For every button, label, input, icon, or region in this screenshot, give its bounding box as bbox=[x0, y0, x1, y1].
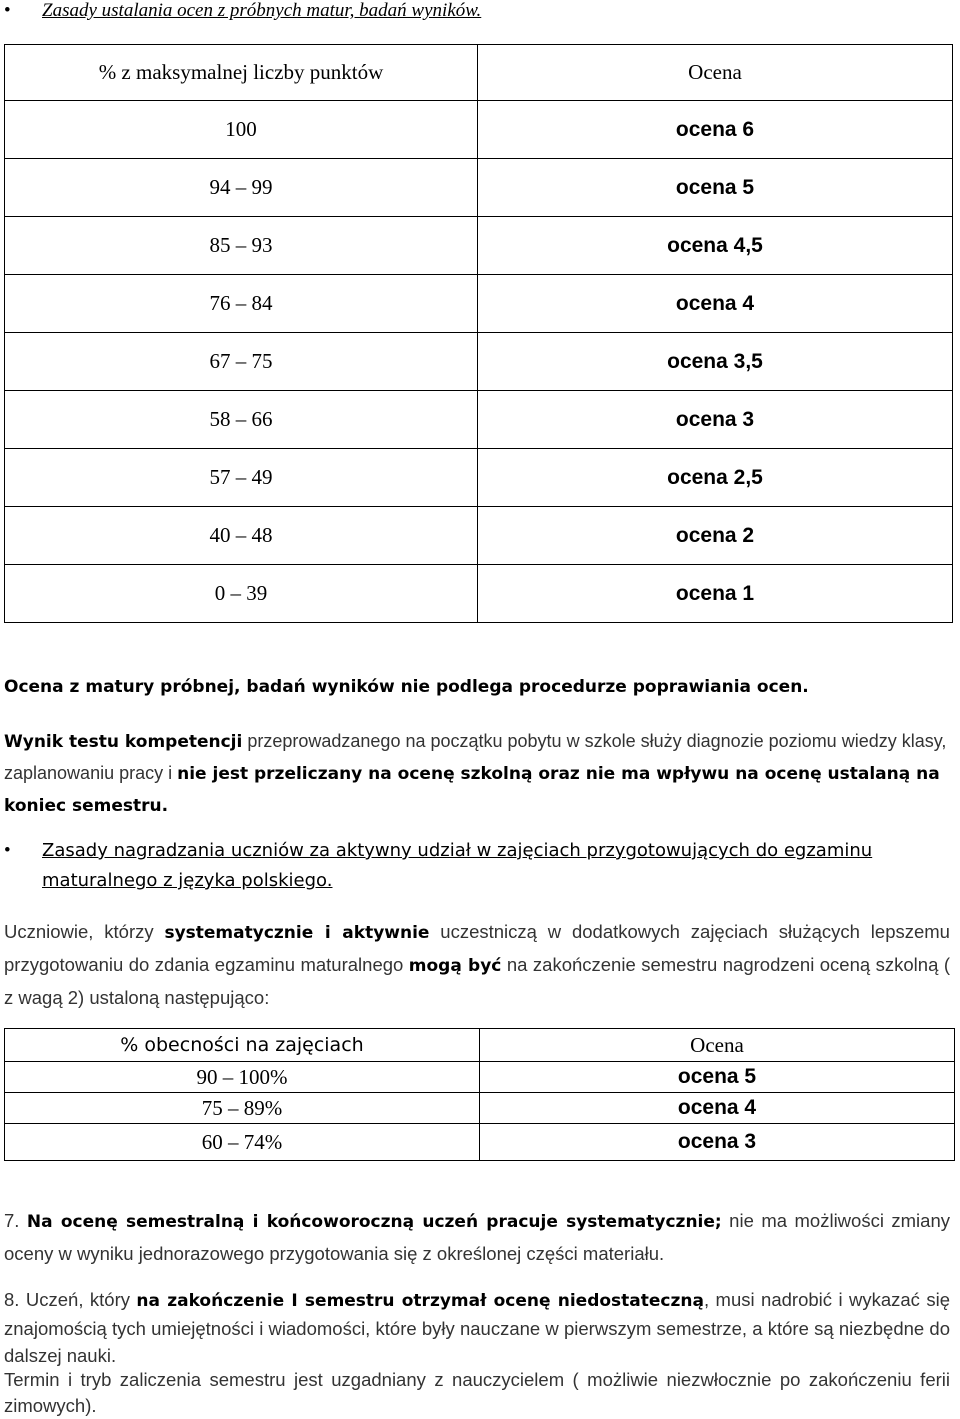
table-row bbox=[5, 1093, 955, 1124]
bullet-icon: • bbox=[4, 840, 11, 861]
point-text: nie ma możliwości zmiany oceny w wyniku jednorazowego przygotowania się z określonej części materiału. bbox=[4, 1210, 950, 1264]
point-number: 7. bbox=[4, 1210, 27, 1231]
table-row bbox=[5, 507, 953, 565]
table-row bbox=[5, 1124, 955, 1161]
paragraph-test-result bbox=[4, 726, 950, 822]
table-header-row bbox=[5, 45, 953, 101]
paragraph-bold-1: Wynik testu kompetencji bbox=[4, 732, 243, 752]
paragraph-bold-2: mogą być bbox=[408, 956, 502, 976]
grade-cell: ocena 3 bbox=[478, 391, 953, 449]
grade-cell: ocena 5 bbox=[480, 1062, 955, 1093]
heading-line-2: maturalnego z języka polskiego. bbox=[42, 870, 333, 891]
percent-range-cell: 0 – 39 bbox=[5, 565, 478, 623]
attendance-table bbox=[4, 1028, 955, 1161]
point-text-2: , musi nadrobić i wykazać się znajomością tych umiejętności i wiadomości, które były nauczane w pierwszym semestrze, a które są niezbędne do dalszej nauki. bbox=[4, 1289, 951, 1366]
percent-range-cell: 100 bbox=[5, 101, 478, 159]
attendance-range-cell: 90 – 100% bbox=[5, 1062, 480, 1093]
grade-cell: ocena 4 bbox=[478, 275, 953, 333]
point-bold: Na ocenę semestralną i końcoworoczną uczeń pracuje systematycznie; bbox=[26, 1212, 722, 1232]
grade-cell: ocena 1 bbox=[478, 565, 953, 623]
grade-cell: ocena 4 bbox=[480, 1093, 955, 1124]
paragraph-text-3: na zakończenie semestru nagrodzeni oceną szkolną ( z wagą 2) ustaloną następująco: bbox=[4, 954, 950, 1008]
heading-line-1: Zasady nagradzania uczniów za aktywny udział w zajęciach przygotowujących do egzaminu bbox=[42, 840, 873, 861]
header-percent: % z maksymalnej liczby punktów bbox=[5, 45, 478, 101]
paragraph-text-2: uczestniczą w dodatkowych zajęciach służących lepszemu przygotowaniu do zdania egzaminu maturalnego bbox=[4, 921, 950, 975]
bullet-icon: • bbox=[4, 0, 11, 21]
paragraph-text-1: przeprowadzanego na początku pobytu w szkole służy diagnozie poziomu wiedzy klasy, zaplanowaniu pracy i bbox=[4, 731, 947, 783]
point-7 bbox=[4, 1205, 950, 1269]
grade-cell: ocena 2,5 bbox=[478, 449, 953, 507]
paragraph-bold-1: systematycznie i aktywnie bbox=[164, 923, 430, 943]
percent-range-cell: 40 – 48 bbox=[5, 507, 478, 565]
percent-range-cell: 94 – 99 bbox=[5, 159, 478, 217]
grade-cell: ocena 2 bbox=[478, 507, 953, 565]
table-row bbox=[5, 275, 953, 333]
percent-range-cell: 57 – 49 bbox=[5, 449, 478, 507]
grade-cell: ocena 5 bbox=[478, 159, 953, 217]
table-row bbox=[5, 159, 953, 217]
table-header-row bbox=[5, 1029, 955, 1062]
grade-cell: ocena 3,5 bbox=[478, 333, 953, 391]
table-row bbox=[5, 565, 953, 623]
table-row bbox=[5, 333, 953, 391]
grades-table bbox=[4, 44, 953, 623]
point-number: 8. bbox=[4, 1289, 26, 1310]
percent-range-cell: 76 – 84 bbox=[5, 275, 478, 333]
termin-paragraph: Termin i tryb zaliczenia semestru jest uzgadniany z nauczycielem ( możliwie niezwłocznie po zakończeniu ferii zimowych). bbox=[4, 1369, 950, 1416]
table-row bbox=[5, 391, 953, 449]
percent-range-cell: 85 – 93 bbox=[5, 217, 478, 275]
note-no-correction: Ocena z matury próbnej, badań wyników nie podlega procedurze poprawiania ocen. bbox=[4, 677, 809, 697]
paragraph-students bbox=[4, 916, 950, 1013]
point-8 bbox=[4, 1286, 950, 1369]
heading-text: Zasady ustalania ocen z próbnych matur, badań wyników. bbox=[42, 0, 482, 21]
paragraph-text-1: Uczniowie, którzy bbox=[4, 921, 165, 942]
header-grade: Ocena bbox=[478, 45, 953, 101]
point-text-1: Uczeń, który bbox=[25, 1289, 137, 1310]
grade-cell: ocena 3 bbox=[480, 1124, 955, 1161]
grade-cell: ocena 4,5 bbox=[478, 217, 953, 275]
table-row bbox=[5, 1062, 955, 1093]
table-row bbox=[5, 101, 953, 159]
percent-range-cell: 58 – 66 bbox=[5, 391, 478, 449]
paragraph-bold-2: nie jest przeliczany na ocenę szkolną oraz nie ma wpływu na ocenę ustalaną na koniec semestru. bbox=[4, 764, 940, 816]
table-row bbox=[5, 449, 953, 507]
header-grade: Ocena bbox=[480, 1029, 955, 1062]
attendance-range-cell: 75 – 89% bbox=[5, 1093, 480, 1124]
grade-cell: ocena 6 bbox=[478, 101, 953, 159]
percent-range-cell: 67 – 75 bbox=[5, 333, 478, 391]
attendance-range-cell: 60 – 74% bbox=[5, 1124, 480, 1161]
header-attendance: % obecności na zajęciach bbox=[5, 1029, 480, 1062]
table-row bbox=[5, 217, 953, 275]
point-bold: na zakończenie I semestru otrzymał ocenę niedostateczną bbox=[136, 1291, 704, 1311]
